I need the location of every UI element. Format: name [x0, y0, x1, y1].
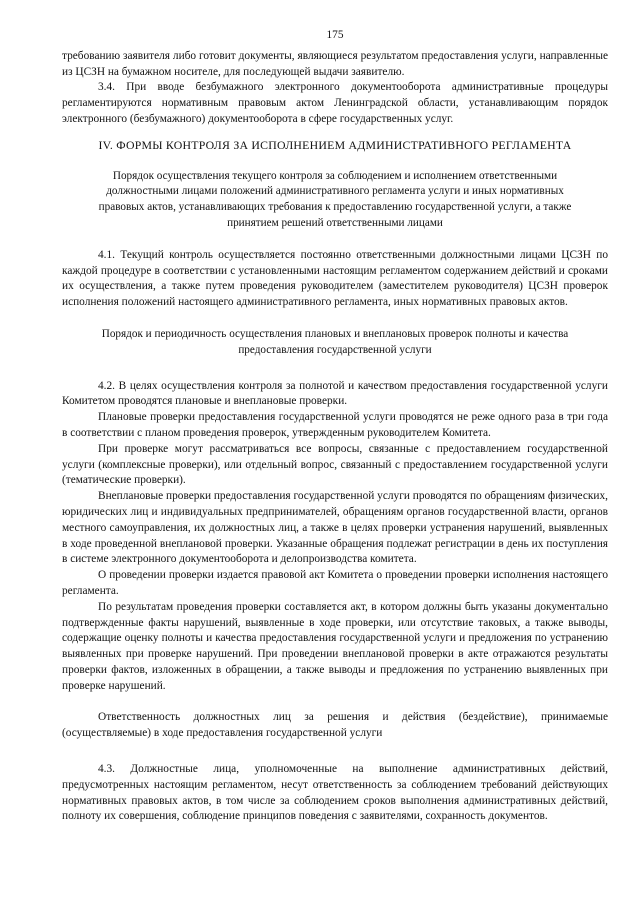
page-number: 175	[326, 29, 344, 41]
subheading-current-control: Порядок осуществления текущего контроля за соблюдением и исполнением ответственными должностными лицами положений административного регламента услуги и иных нормативных правовых актов, устанавливающих требования к предоставлению государственной услуги, а также принятием решений ответственными лицами	[98, 169, 572, 229]
paragraph-planned-inspections: Плановые проверки предоставления государственной услуги проводятся не реже одного раза в три года в соответствии с планом проведения проверок, утвержденным руководителем Комитета.	[62, 411, 608, 439]
paragraph-inspection-results: По результатам проведения проверки составляется акт, в котором должны быть указаны документально подтвержденные факты нарушений, выявленные в ходе проверки, или отсутствие таковых, а также выводы, содержащие оценку полноты и качества предоставления государственной услуги и предложения по устранению выявленных при проверке нарушений. При проведении внеплановой проверки в акте отражаются результаты проверки фактов, изложенных в обращении, а также выводы и предложения по устранению выявленных при проверке нарушений.	[62, 600, 608, 692]
section-heading-iv: IV. ФОРМЫ КОНТРОЛЯ ЗА ИСПОЛНЕНИЕМ АДМИНИСТРАТИВНОГО РЕГЛАМЕНТА	[98, 137, 572, 152]
paragraph-inspection-act: О проведении проверки издается правовой акт Комитета о проведении проверки исполнения настоящего регламента.	[62, 569, 608, 597]
paragraph-4-2: 4.2. В целях осуществления контроля за полнотой и качеством предоставления государственной услуги Комитетом проводятся плановые и внеплановые проверки.	[62, 379, 608, 408]
paragraph-inspection-scope: При проверке могут рассматриваться все вопросы, связанные с предоставлением государственной услуги (комплексные проверки), или отдельный вопрос, связанный с предоставлением государственной услуги (тематические проверки).	[62, 442, 608, 487]
paragraph-continuation: требованию заявителя либо готовит документы, являющиеся результатом предоставления услуги, направленные из ЦСЗН на бумажном носителе, для последующей выдачи заявителю.	[62, 49, 608, 78]
subheading-inspections: Порядок и периодичность осуществления плановых и внеплановых проверок полноты и качества предоставления государственной услуги	[101, 327, 569, 356]
paragraph-4-1: 4.1. Текущий контроль осуществляется постоянно ответственными должностными лицами ЦСЗН по каждой процедуре в соответствии с установленными настоящим регламентом содержанием действий и сроками их осуществления, а также путем проведения руководителем (заместителем руководителя) ЦСЗН проверок исполнения положений настоящего административного регламента, иных нормативных правовых актов.	[62, 248, 608, 309]
document-page	[62, 28, 608, 825]
paragraph-unplanned-inspections: Внеплановые проверки предоставления государственной услуги проводятся по обращениям физических, юридических лиц и индивидуальных предпринимателей, обращениям органов государственной власти, органов местного самоуправления, их должностных лиц, а также в целях проверки устранения нарушений, выявленных в ходе проведенной внеплановой проверки. Указанные обращения подлежат регистрации в день их поступления в системе электронного документооборота и делопроизводства комитета.	[62, 490, 608, 566]
subheading-responsibility: Ответственность должностных лиц за решения и действия (бездействие), принимаемые (осуществляемые) в ходе предоставления государственной услуги	[62, 711, 608, 740]
paragraph-3-4: 3.4. При вводе безбумажного электронного документооборота административные процедуры регламентируются нормативным правовым актом Ленинградской области, устанавливающим порядок электронного (безбумажного) документооборота в сфере государственных услуг.	[62, 81, 608, 125]
paragraph-4-3: 4.3. Должностные лица, уполномоченные на выполнение административных действий, предусмотренных настоящим регламентом, несут ответственность за соблюдением требований действующих нормативных правовых актов, в том числе за соблюдением сроков выполнения административных действий, полноту их совершения, соблюдение принципов поведения с заявителями, сохранность документов.	[62, 763, 608, 823]
